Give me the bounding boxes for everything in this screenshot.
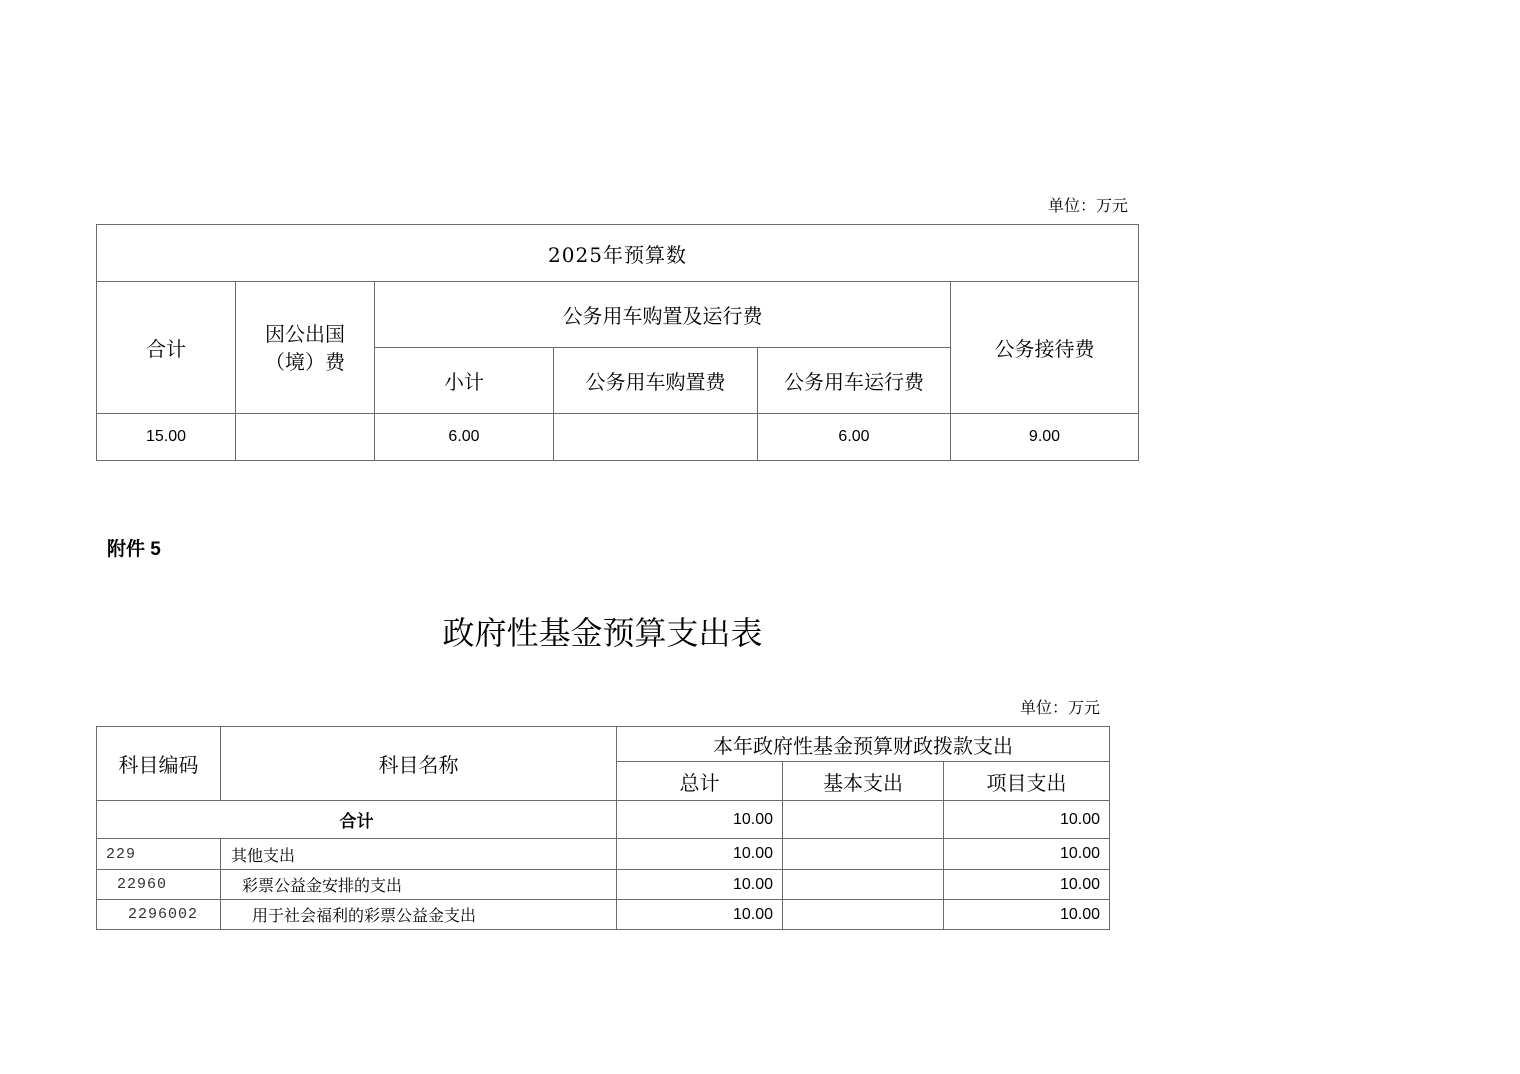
row-code: 229 — [97, 839, 221, 870]
attachment-label: 附件 5 — [107, 539, 161, 560]
row-name: 用于社会福利的彩票公益金支出 — [221, 900, 617, 930]
row-name: 彩票公益金安排的支出 — [221, 870, 617, 900]
header-code: 科目编码 — [97, 727, 221, 801]
header-total: 总计 — [617, 762, 783, 801]
total-label: 合计 — [97, 801, 617, 839]
total-row — [97, 801, 1110, 839]
value-subtotal: 6.00 — [375, 414, 554, 461]
value-vehicle-operation: 6.00 — [758, 414, 951, 461]
basic-value — [783, 801, 944, 839]
header-project: 项目支出 — [944, 762, 1110, 801]
row-code: 22960 — [97, 870, 221, 900]
three-public-expenses-table — [96, 224, 1139, 461]
header-abroad: 因公出国（境）费 — [236, 282, 375, 414]
table1-unit: 单位：万元 — [1047, 196, 1128, 215]
row-basic — [783, 870, 944, 900]
row-project: 10.00 — [944, 900, 1110, 930]
row-total: 10.00 — [617, 870, 783, 900]
value-total: 15.00 — [97, 414, 236, 461]
table-row — [97, 870, 1110, 900]
row-project: 10.00 — [944, 839, 1110, 870]
table-row — [97, 839, 1110, 870]
total-value: 10.00 — [617, 801, 783, 839]
row-basic — [783, 900, 944, 930]
row-code: 2296002 — [97, 900, 221, 930]
year-header: 2025年预算数 — [97, 225, 1139, 282]
header-vehicle-purchase: 公务用车购置费 — [554, 348, 758, 414]
header-reception: 公务接待费 — [951, 282, 1139, 414]
table-row — [97, 900, 1110, 930]
header-basic: 基本支出 — [783, 762, 944, 801]
table2-unit: 单位：万元 — [1019, 698, 1100, 717]
row-name: 其他支出 — [221, 839, 617, 870]
header-vehicle-operation: 公务用车运行费 — [758, 348, 951, 414]
value-abroad — [236, 414, 375, 461]
row-basic — [783, 839, 944, 870]
value-vehicle-purchase — [554, 414, 758, 461]
page-title: 政府性基金预算支出表 — [442, 614, 763, 652]
header-total: 合计 — [97, 282, 236, 414]
header-subtotal: 小计 — [375, 348, 554, 414]
row-total: 10.00 — [617, 900, 783, 930]
value-reception: 9.00 — [951, 414, 1139, 461]
project-value: 10.00 — [944, 801, 1110, 839]
header-name: 科目名称 — [221, 727, 617, 801]
row-total: 10.00 — [617, 839, 783, 870]
row-project: 10.00 — [944, 870, 1110, 900]
fund-budget-table — [96, 726, 1110, 930]
header-vehicle-group: 公务用车购置及运行费 — [375, 282, 951, 348]
header-group: 本年政府性基金预算财政拨款支出 — [617, 727, 1110, 762]
